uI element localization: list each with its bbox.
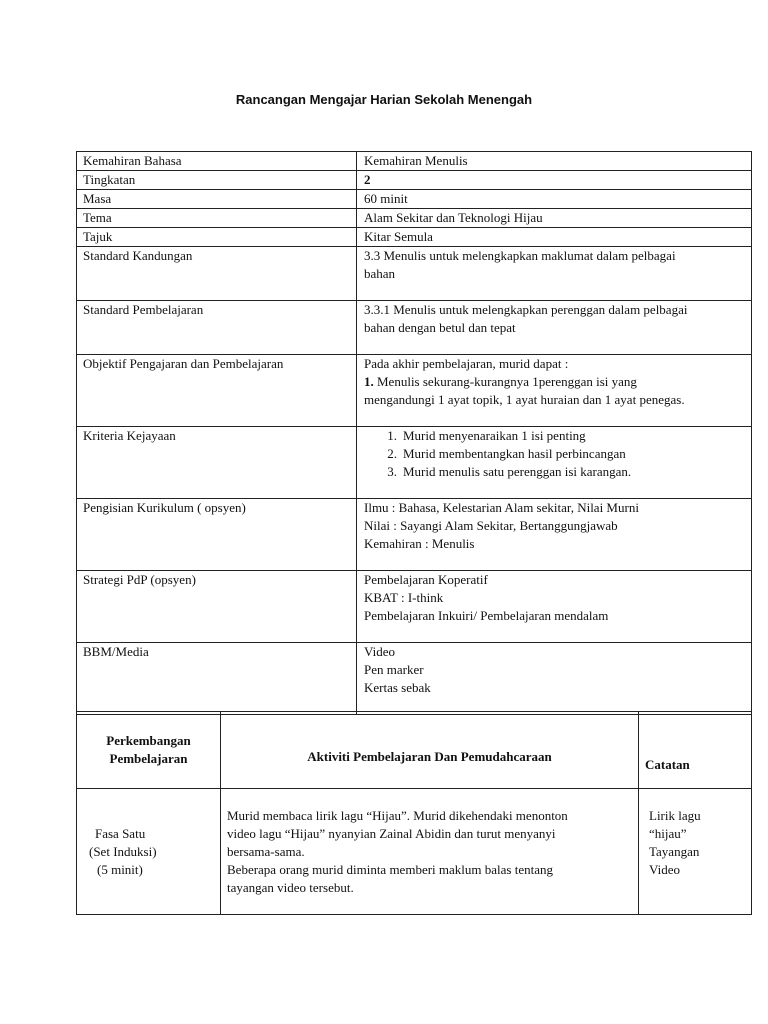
page-title: Rancangan Mengajar Harian Sekolah Menengah bbox=[235, 92, 533, 107]
row-value bbox=[357, 643, 752, 715]
row-value: Kitar Semula bbox=[357, 228, 752, 247]
value-line: Pembelajaran Koperatif bbox=[364, 572, 488, 587]
table-row bbox=[77, 427, 752, 499]
activity-table bbox=[76, 711, 752, 915]
item-text: Murid menyenaraikan 1 isi penting bbox=[403, 428, 586, 443]
value-line: 3.3 Menulis untuk melengkapkan maklumat dalam pelbagai bbox=[364, 248, 676, 263]
value-line: Video bbox=[364, 644, 395, 659]
notes-line: Video bbox=[649, 862, 680, 877]
value-line: mengandungi 1 ayat topik, 1 ayat huraian dan 1 ayat penegas. bbox=[364, 392, 685, 407]
table-row bbox=[77, 789, 752, 915]
activity-line: bersama-sama. bbox=[227, 844, 305, 859]
list-item bbox=[379, 463, 745, 481]
lesson-info-table bbox=[76, 151, 752, 715]
item-text: Murid membentangkan hasil perbincangan bbox=[403, 446, 626, 461]
list-item bbox=[379, 445, 745, 463]
row-value: Kemahiran Menulis bbox=[357, 152, 752, 171]
activity-line: Beberapa orang murid diminta memberi maklum balas tentang bbox=[227, 862, 553, 877]
row-label: Tajuk bbox=[77, 228, 357, 247]
header-development bbox=[77, 712, 221, 789]
row-value bbox=[357, 355, 752, 427]
table-row bbox=[77, 247, 752, 301]
activity-line: Murid membaca lirik lagu “Hijau”. Murid dikehendaki menonton bbox=[227, 808, 568, 823]
phase-line: (Set Induksi) bbox=[89, 843, 157, 859]
header-line: Perkembangan bbox=[106, 733, 191, 748]
value-line: 3.3.1 Menulis untuk melengkapkan perenggan dalam pelbagai bbox=[364, 302, 688, 317]
row-value: Alam Sekitar dan Teknologi Hijau bbox=[357, 209, 752, 228]
table-row bbox=[77, 499, 752, 571]
value-text: Menulis sekurang-kurangnya 1perenggan isi yang bbox=[377, 374, 637, 389]
table-row bbox=[77, 355, 752, 427]
table-row bbox=[77, 152, 752, 171]
value-line bbox=[364, 373, 745, 391]
activity-cell bbox=[221, 789, 639, 915]
value-line: bahan bbox=[364, 266, 396, 281]
row-value bbox=[357, 247, 752, 301]
notes-line: Lirik lagu bbox=[649, 808, 701, 823]
success-criteria-list bbox=[379, 427, 745, 481]
list-item bbox=[379, 427, 745, 445]
value-line: Pembelajaran Inkuiri/ Pembelajaran mendalam bbox=[364, 608, 609, 623]
value-line: Pen marker bbox=[364, 662, 424, 677]
row-label: Objektif Pengajaran dan Pembelajaran bbox=[77, 355, 357, 427]
table-row bbox=[77, 571, 752, 643]
value-line: Nilai : Sayangi Alam Sekitar, Bertanggungjawab bbox=[364, 518, 618, 533]
row-label: Strategi PdP (opsyen) bbox=[77, 571, 357, 643]
row-value bbox=[357, 427, 752, 499]
row-label: Pengisian Kurikulum ( opsyen) bbox=[77, 499, 357, 571]
table-row bbox=[77, 190, 752, 209]
item-number: 1. bbox=[364, 374, 374, 389]
notes-cell bbox=[639, 789, 752, 915]
table-row bbox=[77, 228, 752, 247]
header-notes: Catatan bbox=[639, 712, 752, 789]
item-number: 1. bbox=[387, 428, 397, 443]
row-label: Standard Kandungan bbox=[77, 247, 357, 301]
table-row bbox=[77, 301, 752, 355]
phase-line: (5 minit) bbox=[97, 861, 143, 877]
row-value: 60 minit bbox=[357, 190, 752, 209]
notes-line: “hijau” bbox=[649, 826, 687, 841]
row-label: Kriteria Kejayaan bbox=[77, 427, 357, 499]
item-text: Murid menulis satu perenggan isi karangan. bbox=[403, 464, 632, 479]
header-activity: Aktiviti Pembelajaran Dan Pemudahcaraan bbox=[221, 712, 639, 789]
table-row bbox=[77, 643, 752, 715]
row-label: Tema bbox=[77, 209, 357, 228]
value-line: Pada akhir pembelajaran, murid dapat : bbox=[364, 356, 569, 371]
row-label: Standard Pembelajaran bbox=[77, 301, 357, 355]
activity-line: video lagu “Hijau” nyanyian Zainal Abidin dan turut menyanyi bbox=[227, 826, 556, 841]
item-number: 3. bbox=[387, 464, 397, 479]
row-label: Tingkatan bbox=[77, 171, 357, 190]
table-header-row bbox=[77, 712, 752, 789]
phase-cell bbox=[77, 789, 221, 915]
notes-line: Tayangan bbox=[649, 844, 700, 859]
row-label: BBM/Media bbox=[77, 643, 357, 715]
row-label: Kemahiran Bahasa bbox=[77, 152, 357, 171]
row-value bbox=[357, 571, 752, 643]
activity-line: tayangan video tersebut. bbox=[227, 880, 354, 895]
phase-line: Fasa Satu bbox=[95, 825, 146, 841]
table-row bbox=[77, 209, 752, 228]
value-line: bahan dengan betul dan tepat bbox=[364, 320, 516, 335]
row-value: 2 bbox=[357, 171, 752, 190]
row-value bbox=[357, 499, 752, 571]
row-value bbox=[357, 301, 752, 355]
value-line: Kertas sebak bbox=[364, 680, 431, 695]
value-line: Kemahiran : Menulis bbox=[364, 536, 475, 551]
header-line: Pembelajaran bbox=[109, 751, 188, 766]
item-number: 2. bbox=[387, 446, 397, 461]
value-line: KBAT : I-think bbox=[364, 590, 444, 605]
value-line: Ilmu : Bahasa, Kelestarian Alam sekitar, Nilai Murni bbox=[364, 500, 639, 515]
row-label: Masa bbox=[77, 190, 357, 209]
table-row bbox=[77, 171, 752, 190]
